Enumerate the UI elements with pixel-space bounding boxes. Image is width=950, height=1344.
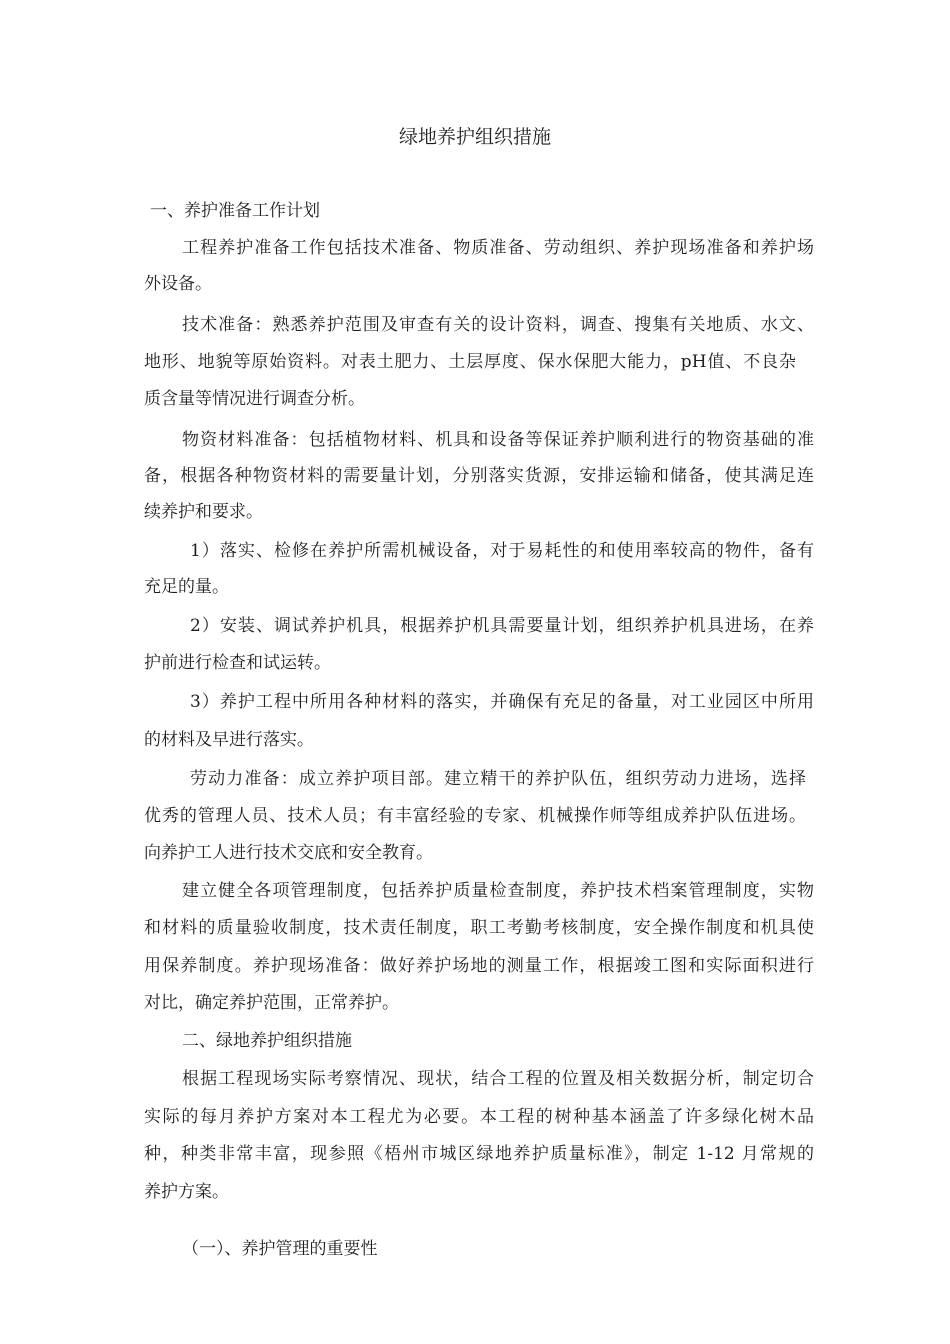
paragraph-line: 续养护和要求。	[144, 502, 263, 522]
document-title: 绿地养护组织措施	[398, 126, 551, 148]
paragraph-line: 的材料及早进行落实。	[144, 730, 314, 750]
paragraph-line: 向养护工人进行技术交底和安全教育。	[144, 843, 433, 863]
paragraph-line: 物资材料准备：包括植物材料、机具和设备等保证养护顺利进行的物资基础的准	[182, 430, 814, 450]
paragraph-line: 种，种类非常丰富，现参照《梧州市城区绿地养护质量标准》，制定 1-12 月常规的	[144, 1144, 814, 1164]
paragraph-line: 养护方案。	[144, 1182, 229, 1202]
paragraph-line: 备，根据各种物资材料的需要量计划，分别落实货源，安排运输和储备，使其满足连	[144, 466, 814, 486]
paragraph-line: 建立健全各项管理制度，包括养护质量检查制度，养护技术档案管理制度，实物	[182, 881, 814, 901]
section-heading-1: 一、养护准备工作计划	[150, 201, 320, 221]
paragraph-line: 对比，确定养护范围，正常养护。	[144, 993, 399, 1013]
paragraph-line: 根据工程现场实际考察情况、现状，结合工程的位置及相关数据分析，制定切合	[182, 1069, 814, 1089]
paragraph-line: 充足的量。	[144, 577, 229, 597]
paragraph-line: 工程养护准备工作包括技术准备、物质准备、劳动组织、养护现场准备和养护场	[182, 238, 814, 258]
paragraph-line: 劳动力准备：成立养护项目部。建立精干的养护队伍，组织劳动力进场，选择	[190, 769, 806, 789]
paragraph-line: 用保养制度。养护现场准备：做好养护场地的测量工作，根据竣工图和实际面积进行	[144, 956, 814, 976]
list-item-3: 3）养护工程中所用各种材料的落实，并确保有充足的备量，对工业园区中所用	[190, 692, 814, 712]
paragraph-line: 外设备。	[144, 274, 212, 294]
paragraph-line: 地形、地貌等原始资料。对表土肥力、土层厚度、保水保肥大能力，pH值、不良杂	[144, 352, 796, 372]
paragraph-line: 和材料的质量验收制度，技术责任制度，职工考勤考核制度，安全操作制度和机具使	[144, 918, 814, 938]
section-heading-2: 二、绿地养护组织措施	[182, 1031, 352, 1051]
paragraph-line: 护前进行检查和试运转。	[144, 653, 331, 673]
list-item-1: 1）落实、检修在养护所需机械设备，对于易耗性的和使用率较高的物件，备有	[190, 541, 814, 561]
paragraph-line: 实际的每月养护方案对本工程尤为必要。本工程的树种基本涵盖了许多绿化树木品	[144, 1107, 814, 1127]
paragraph-line: 优秀的管理人员、技术人员；有丰富经验的专家、机械操作师等组成养护队伍进场。	[144, 806, 806, 826]
paragraph-line: 质含量等情况进行调查分析。	[144, 389, 365, 409]
paragraph-line: 技术准备：熟悉养护范围及审查有关的设计资料，调查、搜集有关地质、水文、	[182, 315, 814, 335]
list-item-2: 2）安装、调试养护机具，根据养护机具需要量计划，组织养护机具进场，在养	[190, 616, 814, 636]
subsection-heading: （一）、养护管理的重要性	[182, 1239, 378, 1259]
